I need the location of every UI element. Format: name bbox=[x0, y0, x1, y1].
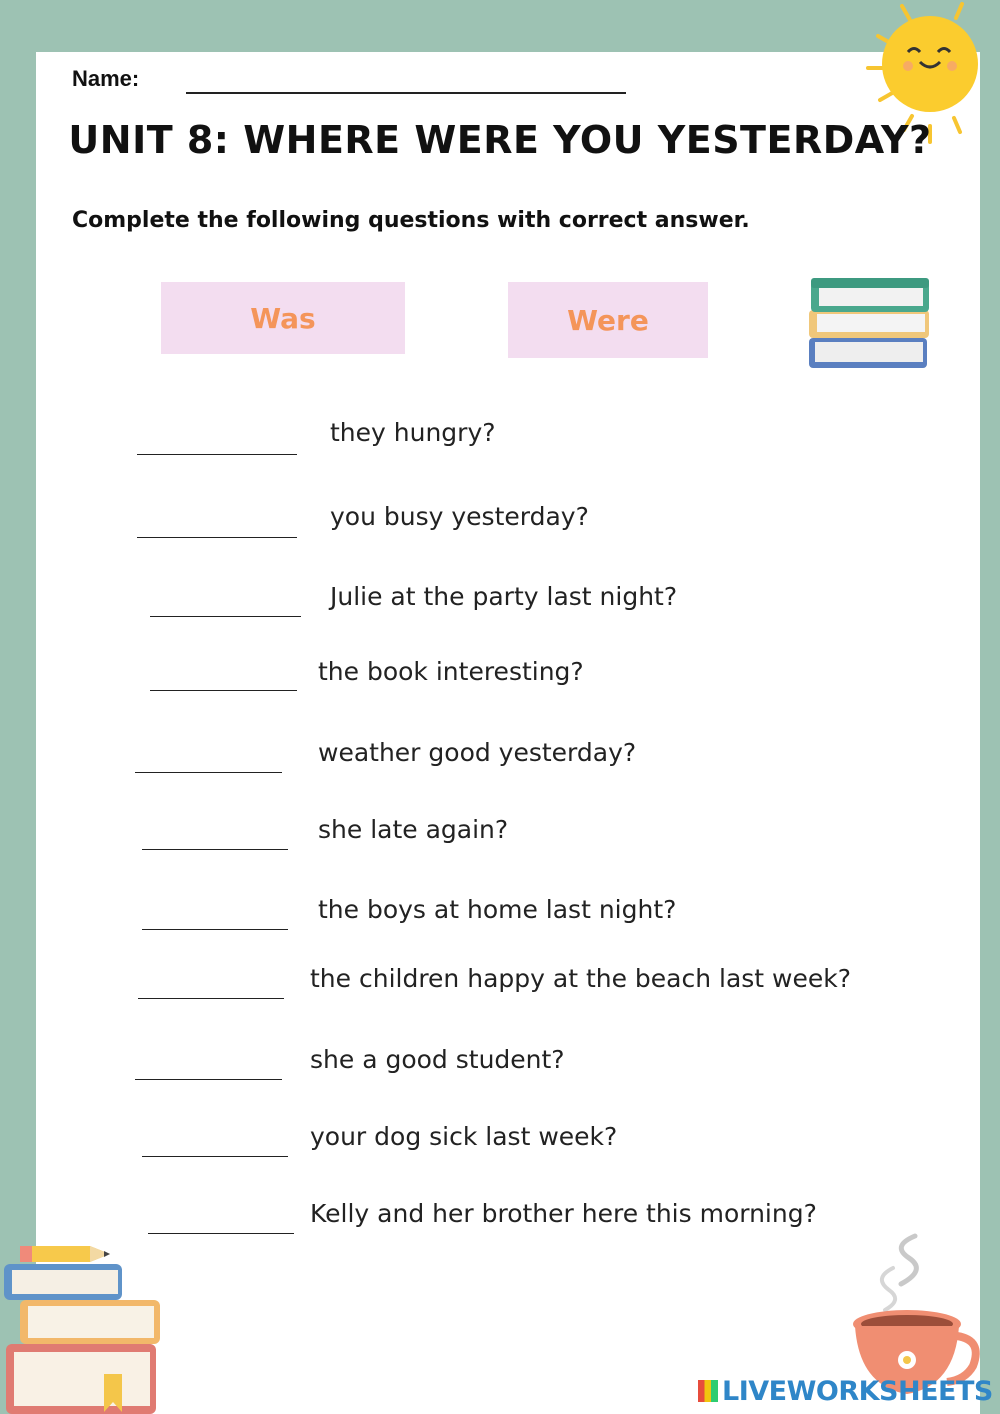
name-label: Name: bbox=[72, 66, 140, 91]
word-bank-was[interactable]: Was bbox=[161, 282, 405, 354]
question-text: you busy yesterday? bbox=[330, 502, 589, 531]
question-text: she a good student? bbox=[310, 1045, 565, 1074]
question-text: your dog sick last week? bbox=[310, 1122, 618, 1151]
answer-blank[interactable] bbox=[142, 849, 288, 850]
question-text: weather good yesterday? bbox=[318, 738, 637, 767]
answer-blank[interactable] bbox=[150, 690, 297, 691]
question-text: Kelly and her brother here this morning? bbox=[310, 1199, 817, 1228]
question-text: the boys at home last night? bbox=[318, 895, 677, 924]
name-input-line[interactable] bbox=[186, 92, 626, 94]
answer-blank[interactable] bbox=[137, 537, 297, 538]
word-bank-were[interactable]: Were bbox=[508, 282, 708, 358]
liveworksheets-logo-icon bbox=[698, 1380, 718, 1402]
question-text: she late again? bbox=[318, 815, 509, 844]
answer-blank[interactable] bbox=[142, 929, 288, 930]
question-text: the book interesting? bbox=[318, 657, 584, 686]
question-text: the children happy at the beach last week? bbox=[310, 964, 852, 993]
answer-blank[interactable] bbox=[150, 616, 301, 617]
book-stack-icon bbox=[805, 270, 935, 380]
answer-blank[interactable] bbox=[135, 772, 282, 773]
page-title: UNIT 8: WHERE WERE YOU YESTERDAY? bbox=[68, 118, 932, 162]
answer-blank[interactable] bbox=[135, 1079, 282, 1080]
answer-blank[interactable] bbox=[142, 1156, 288, 1157]
liveworksheets-logo bbox=[698, 1376, 993, 1407]
question-text: Julie at the party last night? bbox=[330, 582, 678, 611]
question-text: they hungry? bbox=[330, 418, 496, 447]
books-pencil-icon bbox=[0, 1234, 170, 1414]
answer-blank[interactable] bbox=[138, 998, 284, 999]
instruction-text: Complete the following questions with correct answer. bbox=[72, 208, 750, 233]
footer-brand: LIVEWORKSHEETS bbox=[722, 1376, 993, 1407]
answer-blank[interactable] bbox=[137, 454, 297, 455]
